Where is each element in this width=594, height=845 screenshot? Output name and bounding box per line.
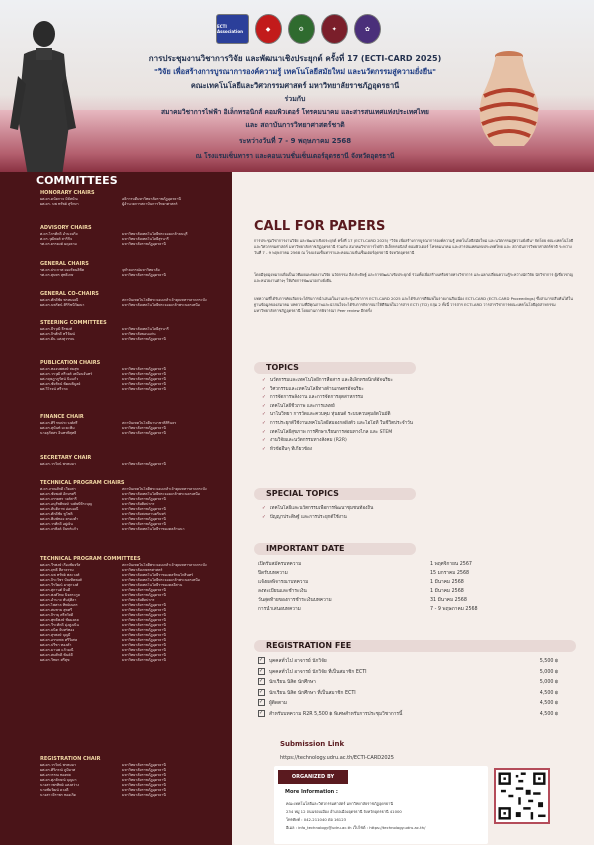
member-name: ผศ.ดร. นพ ทรัพย์ สุรักษา	[40, 202, 79, 206]
list-item	[262, 429, 562, 438]
member-name: นายชัยวัฒน์ ดวงดี	[40, 788, 69, 792]
registration-fee-heading: REGISTRATION FEE	[254, 640, 576, 652]
call-paragraph-2: โดยมีจุดมุ่งหมายเพื่อเป็นเวทีเผยแพร่ผลงานวิจัย นวัตกรรม สิ่งประดิษฐ์ และการพัฒนาเชิงประยุกต์ ร่วมทั้งเพื่อสร้างเครือข่ายทางวิชาการ และแลกเปลี่ยนความรู้ระหว่างนักวิจัย นักวิชาการ ผู้เชี่ยวชาญ และหน่วยงานต่างๆ ให้เกิดการพัฒนาอย่างยั่งยืน	[254, 272, 574, 283]
committee-heading: GENERAL CO-CHAIRS	[40, 291, 99, 297]
member-name: ผศ.ดร.มานพ แก้วมณี	[40, 648, 74, 652]
member-affiliation: มหาวิทยาลัยราชภัฏอุดรธานี	[122, 603, 166, 607]
fee-row	[258, 657, 558, 668]
date-row	[258, 569, 558, 578]
member-affiliation: มหาวิทยาลัยราชภัฏอุดรธานี	[122, 507, 166, 511]
member-affiliation: มหาวิทยาลัยศิลปากร	[122, 598, 155, 602]
header-line7: ระหว่างวันที่ 7 - 9 พฤษภาคม 2568	[238, 137, 352, 145]
fee-label	[258, 710, 498, 721]
member-affiliation: มหาวิทยาลัยราชภัฏอุดรธานี	[122, 778, 166, 782]
member-name: ผศ.ดร.จิรายุ ศรีสวัสดิ์	[40, 613, 74, 617]
member-name: ผศ.ดร.อรรถพล ศรีวิเศษ	[40, 638, 77, 642]
member-name: ผศ.ดร.สมศักดิ์ พันธ์ดี	[40, 653, 73, 657]
call-paragraph-1: การประชุมวิชาการงานวิจัย และพัฒนาเชิงประยุกต์ ครั้งที่ 17 (ECTI-CARD 2025) "วิจัย เพื่อสร้างการบูรณาการองค์ความรู้ เทคโนโลยีสมัยใหม่ และนวัตกรรมสู่ความยั่งยืน" จัดโดย คณะเทคโนโลยีและวิศวกรรมศาสตร์ มหาวิทยาลัยราชภัฏอุดรธานี ร่วมกับ สมาคมวิชาการไฟฟ้า อิเล็กทรอนิกส์ คอมพิวเตอร์ โทรคมนาคม และสารสนเทศแห่งประเทศไทย และ สถาบันการวิทยาศาสตร์ชาติ ระหว่างวันที่ 7 - 9 พฤษภาคม 2568 ณ โรงแรมเซ็นทาราและคอนเวนชั่นเซ็นเตอร์อุดรธานี จังหวัดอุดรธานี	[254, 238, 574, 255]
member-affiliation: มหาวิทยาลัยราชภัฏอุดรธานี	[122, 763, 166, 767]
member-affiliation: มหาวิทยาลัยราชภัฏอุดรธานี	[122, 273, 166, 277]
committee-group	[40, 480, 228, 532]
institute-logo: ✿	[354, 14, 381, 44]
member-name: ผศ.ดร.วรศักดิ์ อยู่เย็น	[40, 522, 73, 526]
header-line6: และ สถาบันการวิทยาศาสตร์ชาติ	[245, 121, 345, 129]
date-row	[258, 578, 558, 587]
fee-row	[258, 668, 558, 679]
member-affiliation: มหาวิทยาลัยราชภัฏอุดรธานี	[122, 658, 166, 662]
member-affiliation: มหาวิทยาลัยราชภัฏอุดรธานี	[122, 517, 166, 521]
important-date-table	[258, 560, 558, 614]
list-item	[262, 394, 562, 403]
member-name: ผศ.ดร.ศิริ ทบประวงค์ศรี	[40, 421, 78, 425]
committee-member	[40, 337, 228, 342]
committee-group	[40, 261, 228, 278]
list-item-label: เทคโนโลยีสุขภาพ การศึกษาเรียนการสอนทางไกล และ STEM	[269, 429, 393, 435]
footer-address-2: 234 หมู่ 12 ถนนรอบเมือง อำเภอเมืองอุดรธานี จังหวัดอุดรธานี 41000	[286, 809, 402, 814]
member-name: ผศ.ดร.ศุภลักษณ์ บุญมา	[40, 778, 77, 782]
committee-group	[40, 756, 228, 798]
committee-heading: TECHNICAL PROGRAM CHAIRS	[40, 480, 125, 486]
qr-code-icon[interactable]	[494, 768, 550, 824]
check-icon: ✓	[262, 386, 266, 392]
committee-member	[40, 273, 228, 278]
member-affiliation: มหาวิทยาลัยราชภัฏอุดรธานี	[122, 337, 166, 341]
member-affiliation: มหาวิทยาลัยราชภัฏอุดรธานี	[122, 242, 166, 246]
fee-label	[258, 657, 498, 668]
list-item-label: วิศวกรรมและเทคโนโลยีทางด้านเกษตรอัจฉริยะ	[269, 386, 364, 392]
fee-label-text: สำหรับบทความ R2R 5,500 ฿ พิเศษสำหรับการประชุมวิชาการนี้	[269, 711, 403, 717]
date-value: 15 มกราคม 2568	[430, 571, 470, 576]
member-affiliation: มหาวิทยาลัยราชภัฏอุดรธานี	[122, 628, 166, 632]
member-affiliation: มหาวิทยาลัยศิลปากร	[122, 502, 155, 506]
member-name: นางสุภัสสร อินทรพิสุทธิ์	[40, 431, 77, 435]
date-value: 31 มีนาคม 2568	[430, 598, 467, 603]
header-line1: การประชุมงานวิชาการวิจัย และพัฒนาเชิงประยุกต์ ครั้งที่ 17 (ECTI-CARD 2025)	[148, 54, 442, 63]
member-name: ผศ.ดร.อำนาจ พันธุ์ศิลา	[40, 598, 77, 602]
member-affiliation: มหาวิทยาลัยเทคโนโลยีพระจอมเกล้าธนบุรี	[122, 232, 188, 236]
important-date-heading: IMPORTANT DATE	[254, 543, 416, 555]
fee-amount: 4,500 ฿	[539, 711, 558, 717]
fee-label-text: ผู้ติดตาม	[269, 701, 288, 706]
committee-member	[40, 658, 228, 663]
ban-chiang-vase-image	[474, 46, 544, 156]
member-name: ผศ.ดร.ไพศาล ทิพย์เนตร	[40, 603, 78, 607]
list-item	[262, 411, 562, 420]
member-name: ผศ.ดร.ดนัยกาจ มิลัสบัณ	[40, 197, 78, 201]
member-affiliation: มหาวิทยาลัยเกษตรศาสตร์	[122, 568, 163, 572]
checkmark-icon: ✓	[259, 667, 264, 674]
member-name: ศ.ดร.ไกรศักดิ์ อำนวยกิจ	[40, 232, 78, 236]
member-affiliation: มหาวิทยาลัยเทคโนโลยีราชมงคลอีสาน	[122, 583, 183, 587]
rmutl-logo: ◆	[255, 14, 282, 44]
list-item-label: หัวข้ออื่นๆ ที่เกี่ยวข้อง	[269, 446, 312, 452]
list-item	[262, 437, 562, 446]
list-item	[262, 386, 562, 395]
member-affiliation: มหาวิทยาลัยราชภัฏอุดรธานี	[122, 618, 166, 622]
checkbox-icon	[258, 657, 265, 664]
member-affiliation: มหาวิทยาลัยราชภัฏอุดรธานี	[122, 793, 166, 797]
special-topics-heading: SPECIAL TOPICS	[254, 488, 416, 500]
member-affiliation: มหาวิทยาลัยเทคโนโลยีสุรนารี	[122, 237, 169, 241]
member-affiliation: มหาวิทยาลัยราชภัฏอุดรธานี	[122, 462, 166, 466]
check-icon: ✓	[262, 514, 266, 520]
member-affiliation: มหาวิทยาลัยเทคโนโลยีพระจอมเกล้าพระนครเหนือ	[122, 303, 200, 307]
member-affiliation: มหาวิทยาลัยราชภัฏอุดรธานี	[122, 768, 166, 772]
member-name: ผศ.ดร.นพรัตน์ ศิริรัชนีวัฒนา	[40, 303, 85, 307]
member-name: ผศ.กฤษฎาภูรัตน์ นิ่มแก้ว	[40, 377, 79, 381]
member-name: ผศ.ดร.นพ ทรัพย์ พละวงศ์	[40, 573, 80, 577]
member-affiliation: มหาวิทยาลัยราชภัฏอุดรธานี	[122, 588, 166, 592]
member-name: ผศ.ดร.ทองนพพงษ์ สมสุข	[40, 367, 79, 371]
member-affiliation: ผู้อำนวยการสถาบันการวิทยาศาสตร์	[122, 202, 178, 206]
list-item-label: เทคโนโลยีและนวัตกรรมเพื่อการพัฒนาชุมชนท้องถิ่น	[269, 506, 374, 511]
checkmark-icon: ✓	[259, 657, 264, 663]
member-name: ผศ.ดร.จรรยพร วงศ์สารี	[40, 497, 77, 501]
call-for-papers-title: CALL FOR PAPERS	[254, 219, 386, 234]
udru-logo: ✦	[321, 14, 348, 44]
committee-member	[40, 242, 228, 247]
member-name: รศ.ดร.ยรรยงค์ ผดุงธาม	[40, 242, 77, 246]
member-name: ผศ.ดร.ศักดิ์ชัย ชูโชติ	[40, 512, 73, 516]
call-paragraph-3: บทความที่ได้รับการคัดเลือกจะได้รับการนำเสนอในงานประชุมวิชาการ ECTI-CARD 2025 และได้รับการตีพิมพ์ในรายงานสืบเนื่อง ECTI-CARD (ECTI-CARD Proceedings) ซึ่งสามารถสืบค้นได้ในฐานข้อมูลของสมาคม บทความที่มีคุณภาพและน่าสนใจจะได้รับการพิจารณาให้ตีพิมพ์ในวารสาร ECTI (TCI) กลุ่ม 2 ทั้งนี้ วารสาร ECTI-ARD วารสารวิชาการคณะเทคโนโลยีอุตสาหกรรม มหาวิทยาลัยราชภัฏอุดรธานี โดยผ่านการพิจารณา Peer review อีกครั้ง	[254, 296, 573, 313]
check-icon: ✓	[262, 429, 266, 435]
footer-email-web: อีเมล : info_technology@udru.ac.th เว็บไซต์ : https://technology.udru.ac.th/	[286, 825, 426, 830]
committee-member	[40, 527, 228, 532]
member-affiliation: มหาวิทยาลัยราชภัฏอุดรธานี	[122, 497, 166, 501]
header-line4: ร่วมกับ	[284, 95, 306, 103]
member-affiliation: มหาวิทยาลัยราชภัฏอุดรธานี	[122, 643, 166, 647]
fee-label-text: นักเรียน นิสิต นักศึกษา	[269, 680, 316, 685]
topics-list	[262, 377, 562, 454]
fee-amount: 5,000 ฿	[539, 680, 558, 685]
fee-row	[258, 710, 558, 721]
member-affiliation: มหาวิทยาลัยราชภัฏอุดรธานี	[122, 783, 166, 787]
fee-label	[258, 678, 498, 689]
committee-group	[40, 414, 228, 436]
check-icon: ✓	[262, 446, 266, 452]
committees-title: COMMITTEES	[36, 174, 118, 187]
list-item-label: นวัตกรรมและเทคโนโลยีการสื่อสาร และอิเล็กทรอนิกส์อัจฉริยะ	[269, 378, 393, 383]
checkbox-icon	[258, 699, 265, 706]
member-affiliation: มหาวิทยาลัยราชภัฏอุดรธานี	[122, 623, 166, 627]
ecti-logo: ECTI Association	[216, 14, 249, 44]
fee-amount: 4,500 ฿	[539, 690, 558, 696]
member-name: ผศ.ดร.จรพิงค์ จันทร์แก้ว	[40, 527, 79, 531]
member-name: ผศ.ดร.วรวัจน์ พรหมมา	[40, 462, 77, 466]
committee-heading: STEERING COMMITTEES	[40, 320, 107, 326]
more-information-label: More Information :	[285, 789, 338, 795]
check-icon: ✓	[262, 395, 266, 401]
topics-heading: TOPICS	[254, 362, 416, 374]
fee-row	[258, 678, 558, 689]
check-icon: ✓	[262, 420, 266, 426]
special-topics-list	[262, 505, 562, 522]
date-row	[258, 605, 558, 614]
fee-amount: 5,000 ฿	[539, 669, 558, 675]
committee-heading: TECHNICAL PROGRAM COMMITTEES	[40, 556, 141, 562]
member-name: ผศ.ดร.ธนิต จันทร์ทอง	[40, 628, 75, 632]
member-name: ผศ.ดร.วีระศักดิ์ มุ่งสูงเนิน	[40, 623, 79, 627]
checkbox-icon	[258, 710, 265, 717]
date-label: แจ้งผลพิจารณาบทความ	[258, 580, 309, 585]
committee-group	[40, 556, 228, 663]
member-affiliation: จุฬาลงกรณ์มหาวิทยาลัย	[122, 268, 160, 272]
member-affiliation: มหาวิทยาลัยราชภัฏอุดรธานี	[122, 648, 166, 652]
committee-group	[40, 455, 228, 467]
member-affiliation: มหาวิทยาลัยเทคโนโลยีพระจอมเกล้าพระนครเหนือ	[122, 492, 200, 496]
member-affiliation: มหาวิทยาลัยราชภัฏอุดรธานี	[122, 773, 166, 777]
member-name: ผศ.ดร.ฤทธิ์ สีลาธรรม	[40, 568, 74, 572]
member-affiliation: มหาวิทยาลัยเทคโนโลยีราชมงคลรัตนโกสินทร์	[122, 573, 194, 577]
member-name: ผศ.ดร.สันติภาพ อ่อนมณี	[40, 507, 79, 511]
member-affiliation: มหาวิทยาลัยราชภัฏอุดรธานี	[122, 788, 166, 792]
member-name: ผศ.ดร.วรวัจน์ พรหมมา	[40, 763, 77, 767]
member-name: ผศ.ดร.ธีรวุฒิ ธีรพงศ์	[40, 327, 72, 331]
member-affiliation: มหาวิทยาลัยราชภัฏอุดรธานี	[122, 633, 166, 637]
submission-title: Submission Link	[280, 740, 345, 748]
member-name: ผศ.ดร.พุทธิพงษ์ ชัยมงคล	[40, 618, 79, 622]
member-name: ผศ.ดร.วีรพงษ์ เรืองชัยจรัส	[40, 563, 81, 567]
check-icon: ✓	[262, 412, 266, 418]
member-name: ผศ.ดร.สมชาย สุขศรี	[40, 608, 73, 612]
list-item	[262, 446, 562, 455]
member-affiliation: มหาวิทยาลัยราชภัฏอุดรธานี	[122, 426, 166, 430]
list-item	[262, 420, 562, 429]
logo-strip	[216, 14, 381, 44]
list-item	[262, 377, 562, 386]
header-line5: สมาคมวิชาการไฟฟ้า อิเล็กทรอนิกส์ คอมพิวเตอร์ โทรคมนาคม และสารสนเทศแห่งประเทศไทย	[161, 108, 429, 116]
member-name: ผศ.ดร.ปรีชา ทองคำ	[40, 643, 72, 647]
list-item-label: การจัดการพลังงาน และการจัดการอุตสาหกรรม	[269, 395, 364, 401]
member-name: รศ.ดร.สุนทร สุทธิเกษ	[40, 273, 74, 277]
header-line2: "วิจัย เพื่อสร้างการบูรณาการองค์ความรู้ เทคโนโลยีสมัยใหม่ และนวัตกรรมสู่ความยั่งยืน"	[154, 67, 436, 76]
member-name: ศ.ดร.ภรณศักดิ์ เวียงสา	[40, 487, 76, 491]
member-name: รศ.ดร.ประกาศ ยองรัตนลิขิต	[40, 268, 85, 272]
member-affiliation: สถาบันเทคโนโลยีพระจอมเกล้าเจ้าคุณทหารลาดกระบัง	[122, 487, 207, 491]
eeat-logo: ⚙	[288, 14, 315, 44]
footer-address-1: คณะเทคโนโลยีและวิศวกรรมศาสตร์ มหาวิทยาลัยราชภัฏอุดรธานี	[286, 801, 393, 806]
fee-label-text: นักเรียน นิสิต นักศึกษา ที่เป็นสมาชิก ECTI	[269, 690, 356, 696]
registration-fee-table	[258, 657, 558, 720]
organized-by-label: ORGANIZED BY	[278, 770, 348, 784]
committee-member	[40, 462, 228, 467]
member-affiliation: มหาวิทยาลัยราชภัฏอุดรธานี	[122, 653, 166, 657]
member-name: ผศ.ดร.วรวุฒิ ศรีวงศ์ เหมือนจันทร์	[40, 372, 93, 376]
fee-label	[258, 668, 498, 679]
date-row	[258, 587, 558, 596]
committee-group	[40, 225, 228, 247]
member-affiliation: สถาบันเทคโนโลยีพระจอมเกล้าเจ้าคุณทหารลาดกระบัง	[122, 563, 207, 567]
checkmark-icon: ✓	[259, 709, 264, 716]
date-row	[258, 596, 558, 605]
member-affiliation: มหาวิทยาลัยเทคโนโลยีราชมงคลล้านนา	[122, 527, 185, 531]
member-name: ผศ.ดร.สุรพงษ์ บุญมี	[40, 633, 71, 637]
list-item	[262, 403, 562, 412]
member-name: นางสาวจิราพร ทองเกิด	[40, 793, 76, 797]
header-line8: ณ โรงแรมเซ็นทารา และคอนเวนชั่นเซ็นเตอร์อุดรธานี จังหวัดอุดรธานี	[195, 152, 395, 160]
committee-member	[40, 793, 228, 798]
member-name: ผศ.ดร.สุนันท์ มะยะพิม	[40, 426, 75, 430]
date-label: ปิดรับบทความ	[258, 571, 288, 576]
date-value: 1 พฤศจิกายน 2567	[430, 562, 472, 567]
fee-row	[258, 689, 558, 700]
committee-member	[40, 303, 228, 308]
checkbox-icon	[258, 678, 265, 685]
member-name: ศ.ดร.วุฒิพงศ์ สาริกิจ	[40, 237, 73, 241]
date-row	[258, 560, 558, 569]
checkbox-icon	[258, 689, 265, 696]
member-name: ผศ.ดร.จิรศักดิ์ ทวีวัฒน์	[40, 332, 76, 336]
member-affiliation: มหาวิทยาลัยราชภัฏอุดรธานี	[122, 638, 166, 642]
check-icon: ✓	[262, 438, 266, 444]
member-name: ผศ.ดร.พงศ์ไทย นิจตระกูล	[40, 593, 80, 597]
committee-heading: REGISTRATION CHAIR	[40, 756, 101, 762]
committee-heading: GENERAL CHAIRS	[40, 261, 89, 267]
date-label: เปิดรับสมัครบทความ	[258, 562, 302, 567]
member-affiliation: มหาวิทยาลัยขอนแก่น	[122, 332, 156, 336]
committee-member	[40, 202, 228, 207]
list-item-label: นาโนวิทยา การวัดและควบคุม หุ่นยนต์ ระบบควบคุมอัตโนมัติ	[269, 412, 391, 418]
date-value: 7 - 9 พฤษภาคม 2568	[430, 607, 478, 612]
fee-label	[258, 689, 498, 700]
member-name: ผศ.ดร.ศิริภรณ์ ภูมิมาศ	[40, 768, 76, 772]
date-value: 1 มีนาคม 2568	[430, 589, 464, 594]
submission-link[interactable]: https://technology.udru.ac.th/ECTI-CARD2025	[280, 755, 394, 761]
member-name: ผศ.ดร.ชัยรัตน์ พัฒนพิบูลย์	[40, 382, 81, 386]
fee-row	[258, 699, 558, 710]
member-affiliation: มหาวิทยาลัยราชภัฏอุดรธานี	[122, 372, 166, 376]
member-affiliation: มหาวิทยาลัยราชภัฏอุดรธานี	[122, 377, 166, 381]
committee-group	[40, 320, 228, 342]
footer-phone: โทรศัพท์ : 042-211040 ต่อ 16123	[286, 817, 347, 822]
date-label: วันสุดท้ายของการชำระเงินบทความ	[258, 598, 332, 603]
member-name: ผศ.ดร.ยัน แสงสุวรรณ	[40, 337, 75, 341]
member-name: ผศ.ดร.พิมพ์ทอง ครองคำ	[40, 517, 79, 521]
committee-heading: FINANCE CHAIR	[40, 414, 84, 420]
member-affiliation: มหาวิทยาลัยเทคโนโลยีพระจอมเกล้าพระนครเหนือ	[122, 578, 200, 582]
list-item-label: การประยุกต์ใช้งานเทคโนโลยีสมองกลฝังตัว และไอโอที ในชีวิตประจำวัน	[269, 420, 413, 426]
committee-member	[40, 431, 228, 436]
member-name: ผศ.ดร.สุกานต์ ยินดี	[40, 588, 71, 592]
statue-image	[10, 18, 80, 176]
fee-amount: 4,500 ฿	[539, 701, 558, 706]
member-affiliation: สถาบันเทคโนโลยีนานาชาติสิรินธร	[122, 421, 177, 425]
check-icon: ✓	[262, 403, 266, 409]
checkmark-icon: ✓	[259, 699, 264, 705]
date-label: ลงทะเบียนและชำระเงิน	[258, 589, 307, 594]
member-name: นางสาวพรทิพย์ แสงสว่าง	[40, 783, 79, 787]
fee-label-text: บุคคลทั่วไป อาจารย์ นักวิจัย ที่เป็นสมาชิก ECTI	[269, 669, 367, 675]
member-affiliation: มหาวิทยาลัยราชภัฏอุดรธานี	[122, 593, 166, 597]
member-affiliation: มหาวิทยาลัยราชภัฏอุดรธานี	[122, 613, 166, 617]
member-affiliation: มหาวิทยาลัยราชภัฏอุดรธานี	[122, 387, 166, 391]
fee-label-text: บุคคลทั่วไป อาจารย์ นักวิจัย	[269, 659, 327, 664]
committee-heading: PUBLICATION CHAIRS	[40, 360, 101, 366]
date-label: การนำเสนอบทความ	[258, 607, 301, 612]
member-name: ผศ.ดร.จิระวัชร บัณฑิตพงศ์	[40, 578, 82, 582]
member-affiliation: มหาวิทยาลัยราชภัฏอุดรธานี	[122, 431, 166, 435]
member-name: ผศ.ดร.ศักดิ์ชัย พรหมมณี	[40, 298, 79, 302]
checkmark-icon: ✓	[259, 688, 264, 695]
committee-member	[40, 387, 228, 392]
checkmark-icon: ✓	[259, 678, 264, 684]
check-icon: ✓	[262, 506, 266, 511]
member-name: ผศ.วิโรจน์ ศรีวาด	[40, 387, 68, 391]
member-name: ผศ.อรวรรณ ทองพล	[40, 773, 71, 777]
list-item-label: งานวิจัยและนวัตกรรมทางสังคม (R2R)	[269, 438, 347, 444]
list-item-label: เทคโนโลยีชีวภาพ และการแพทย์	[269, 403, 335, 409]
list-item-label: ปัญญาประดิษฐ์ และการประยุกต์ใช้งาน	[269, 514, 347, 520]
member-affiliation: อธิการบดีมหาวิทยาลัยราชภัฏอุดรธานี	[122, 197, 181, 201]
member-affiliation: มหาวิทยาลัยราชภัฏอุดรธานี	[122, 522, 166, 526]
check-icon: ✓	[262, 378, 266, 383]
member-affiliation: มหาวิทยาลัยราชภัฏอุดรธานี	[122, 608, 166, 612]
committee-group	[40, 291, 228, 308]
list-item	[262, 514, 562, 523]
committee-heading: ADVISORY CHAIRS	[40, 225, 92, 231]
committee-heading: HONORARY CHAIRS	[40, 190, 95, 196]
member-affiliation: มหาวิทยาลัยราชภัฏอุดรธานี	[122, 382, 166, 386]
member-affiliation: มหาวิทยาลัยเทคโนโลยีสุรนารี	[122, 327, 169, 331]
committee-heading: SECRETARY CHAIR	[40, 455, 92, 461]
member-name: ผศ.ดร.วีรวัฒน์ ผาสุกวงศ์	[40, 583, 79, 587]
member-affiliation: มหาวิทยาลัยสงขลานครินทร์	[122, 512, 166, 516]
member-affiliation: มหาวิทยาลัยราชภัฏอุดรธานี	[122, 367, 166, 371]
list-item	[262, 505, 562, 514]
committee-group	[40, 190, 228, 207]
member-name: ผศ.ดร.อนุรัชติพงษ์ วงศ์ษษิจิระบุญ	[40, 502, 92, 506]
fee-label	[258, 699, 498, 710]
member-affiliation: สถาบันเทคโนโลยีพระจอมเกล้าเจ้าคุณทหารลาดกระบัง	[122, 298, 207, 302]
member-name: ผศ.ดร.ชัยพงศ์ อักษรศรี	[40, 492, 76, 496]
date-value: 1 มีนาคม 2568	[430, 580, 464, 585]
checkbox-icon	[258, 668, 265, 675]
member-name: ผศ.ดร.วิทยา ศรีสุข	[40, 658, 70, 662]
fee-amount: 5,500 ฿	[539, 659, 558, 664]
committee-group	[40, 360, 228, 392]
header-line3: คณะเทคโนโลยีและวิศวกรรมศาสตร์ มหาวิทยาลัยราชภัฏอุดรธานี	[190, 81, 400, 90]
